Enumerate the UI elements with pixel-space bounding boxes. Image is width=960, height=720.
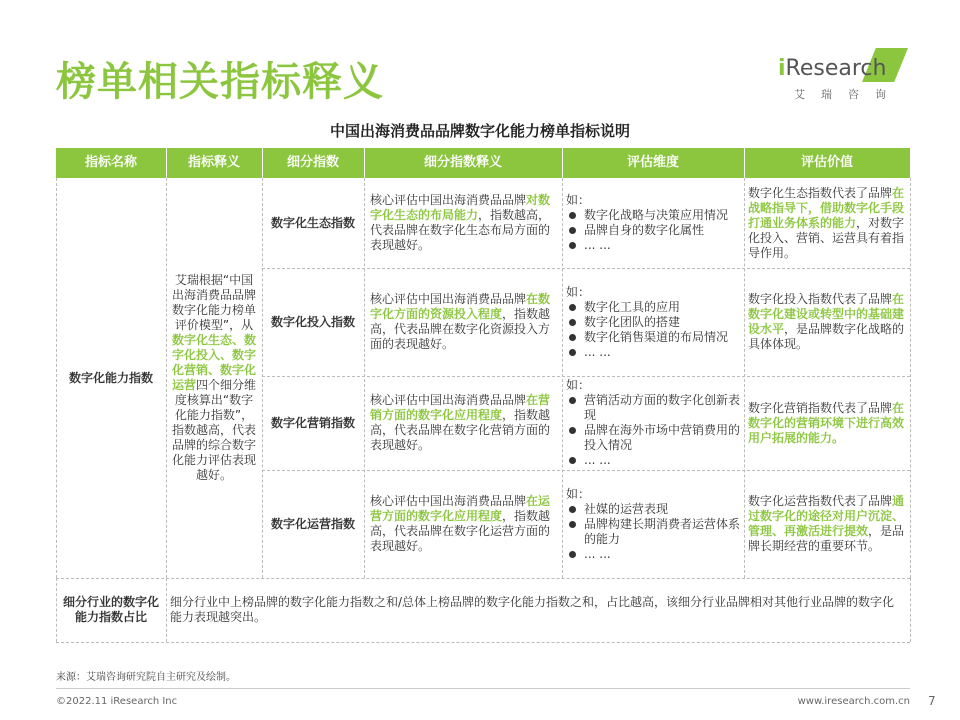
list-item: ... ... (566, 345, 740, 360)
evaluation-dimension-list: 如： 社媒的运营表现 品牌构建长期消费者运营体系的能力 ... ... (566, 486, 741, 561)
page-number: 7 (928, 694, 936, 708)
footer-divider (56, 688, 910, 689)
sub-index-definition: 核心评估中国出海消费品品牌在运营方面的数字化应用程度，指数越高，代表品牌在数字化运营方面的表现越好。 (370, 494, 551, 553)
sub-index-name: 数字化投入指数 (270, 314, 355, 329)
list-item: 数字化销售渠道的布局情况 (566, 330, 740, 345)
logo-wordmark: iResearch (778, 56, 887, 81)
header-indicator-name: 指标名称 (84, 155, 137, 170)
industry-indicator-definition: 细分行业中上榜品牌的数字化能力指数之和/总体上榜品牌的数字化能力指数之和，占比越高，该细分行业品牌相对其他行业品牌的数字化能力表现越突出。 (170, 595, 895, 624)
evaluation-value: 数字化营销指数代表了品牌在数字化的营销环境下进行高效用户拓展的能力。 (748, 400, 905, 445)
header-evaluation-value: 评估价值 (800, 155, 853, 170)
sub-index-definition: 核心评估中国出海消费品品牌在数字化方面的资源投入程度，指数越高，代表品牌在数字化资源投入方面的表现越好。 (370, 292, 551, 351)
sub-index-name: 数字化运营指数 (270, 516, 355, 531)
list-item: ... ... (566, 453, 740, 468)
list-item: 品牌构建长期消费者运营体系的能力 (566, 517, 740, 547)
logo-subtitle: 艾瑞咨询 (794, 88, 902, 101)
list-item: 数字化工具的应用 (566, 300, 740, 315)
list-item: 数字化团队的搭建 (566, 315, 740, 330)
main-indicator-definition: 艾瑞根据“中国出海消费品品牌数字化能力榜单评价模型”，从数字化生态、数字化投入、数字化营销、数字化运营四个细分维度核算出“数字化能力指数”，指数越高，代表品牌的综合数字化能力评估表现越好。 (171, 273, 257, 482)
source-note: 来源：艾瑞咨询研究院自主研究及绘制。 (56, 672, 236, 683)
footer-copyright: ©2022.11 iResearch Inc (56, 696, 178, 707)
list-item: 品牌自身的数字化属性 (566, 223, 740, 238)
iresearch-logo (778, 46, 918, 106)
evaluation-dimension-list: 如： 营销活动方面的数字化创新表现 品牌在海外市场中营销费用的投入情况 ... ... (566, 378, 741, 467)
list-item: 营销活动方面的数字化创新表现 (566, 393, 740, 423)
page-title: 榜单相关指标释义 (56, 59, 384, 105)
sub-index-name: 数字化营销指数 (270, 415, 355, 430)
list-item: ... ... (566, 238, 740, 253)
table-header-row (56, 148, 910, 178)
evaluation-value: 数字化运营指数代表了品牌通过数字化的途径对用户沉淀、管理、再激活进行提效，是品牌长期经营的重要环节。 (748, 494, 905, 553)
header-sub-index: 细分指数 (286, 155, 339, 170)
main-indicator-name: 数字化能力指数 (68, 370, 153, 385)
table-title: 中国出海消费品品牌数字化能力榜单指标说明 (329, 122, 630, 140)
header-evaluation-dimension: 评估维度 (626, 155, 679, 170)
evaluation-value: 数字化生态指数代表了品牌在战略指导下，借助数字化手段打通业务体系的能力，对数字化投入、营销、运营具有着指导作用。 (748, 185, 905, 260)
footer-website: www.iresearch.com.cn (797, 696, 910, 707)
list-item: 品牌在海外市场中营销费用的投入情况 (566, 423, 740, 453)
header-indicator-definition: 指标释义 (187, 155, 240, 170)
evaluation-dimension-list: 如： 数字化工具的应用 数字化团队的搭建 数字化销售渠道的布局情况 ... ... (562, 268, 744, 376)
industry-indicator-name: 细分行业的数字化能力指数占比 (62, 595, 159, 624)
list-item: 社媒的运营表现 (566, 502, 740, 517)
list-item: ... ... (566, 547, 740, 562)
sub-index-definition: 核心评估中国出海消费品品牌对数字化生态的布局能力，指数越高，代表品牌在数字化生态布局方面的表现越好。 (370, 193, 551, 252)
sub-index-definition: 核心评估中国出海消费品品牌在营销方面的数字化应用程度，指数越高，代表品牌在数字化营销方面的表现越好。 (370, 393, 551, 452)
sub-index-name: 数字化生态指数 (270, 215, 355, 230)
evaluation-dimension-list: 如： 数字化战略与决策应用情况 品牌自身的数字化属性 ... ... (562, 178, 744, 268)
header-sub-index-definition: 细分指数释义 (423, 155, 502, 170)
list-item: 数字化战略与决策应用情况 (566, 208, 740, 223)
evaluation-value: 数字化投入指数代表了品牌在数字化建设或转型中的基础建设水平，是品牌数字化战略的具体体现。 (748, 292, 905, 351)
